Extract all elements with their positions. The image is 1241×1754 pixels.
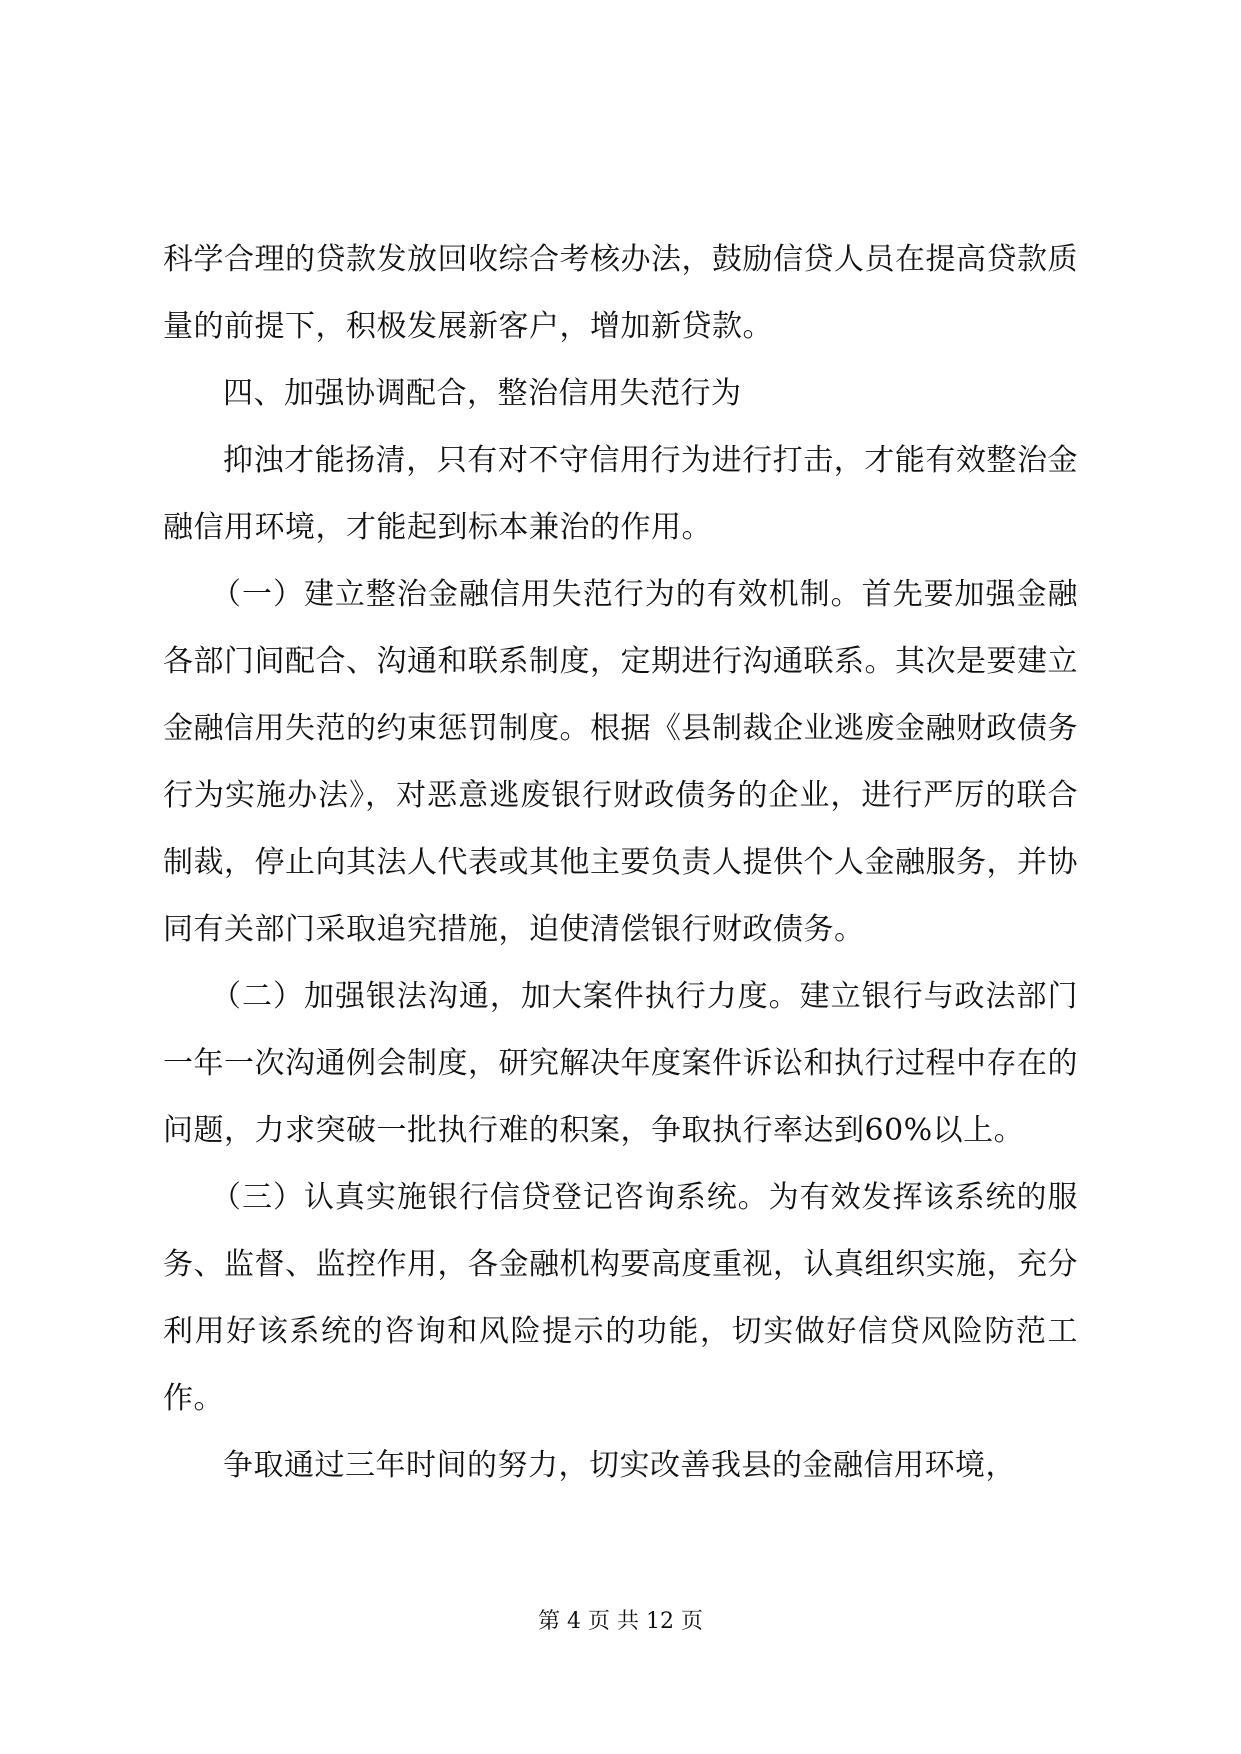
page-number-footer: 第 4 页 共 12 页 [538,1609,703,1634]
paragraph-closing: 争取通过三年时间的努力，切实改善我县的金融信用环境， [223,1448,1016,1483]
document-body [163,226,1078,1499]
paragraph-item-2: （二）加强银法沟通，加大案件执行力度。建立银行与政法部门一年一次沟通例会制度，研究解决年度案件诉讼和执行过程中存在的问题，力求突破一批执行难的积案，争取执行率达到60%以上。 [163,979,1078,1148]
paragraph-item-1: （一）建立整治金融信用失范行为的有效机制。首先要加强金融各部门间配合、沟通和联系制度，定期进行沟通联系。其次是要建立金融信用失范的约束惩罚制度。根据《县制裁企业逃废金融财政债务行为实施办法》，对恶意逃废银行财政债务的企业，进行严厉的联合制裁，停止向其法人代表或其他主要负责人提供个人金融服务，并协同有关部门采取追究措施，迫使清偿银行财政债务。 [163,577,1078,947]
section-heading: 四、加强协调配合，整治信用失范行为 [223,376,742,411]
paragraph-continuation: 科学合理的贷款发放回收综合考核办法，鼓励信贷人员在提高贷款质量的前提下，积极发展新客户，增加新贷款。 [163,242,1078,344]
paragraph-intro: 抑浊才能扬清，只有对不守信用行为进行打击，才能有效整治金融信用环境，才能起到标本兼治的作用。 [163,443,1078,545]
paragraph-item-3: （三）认真实施银行信贷登记咨询系统。为有效发挥该系统的服务、监督、监控作用，各金融机构要高度重视，认真组织实施，充分利用好该系统的咨询和风险提示的功能，切实做好信贷风险防范工作。 [163,1180,1078,1416]
